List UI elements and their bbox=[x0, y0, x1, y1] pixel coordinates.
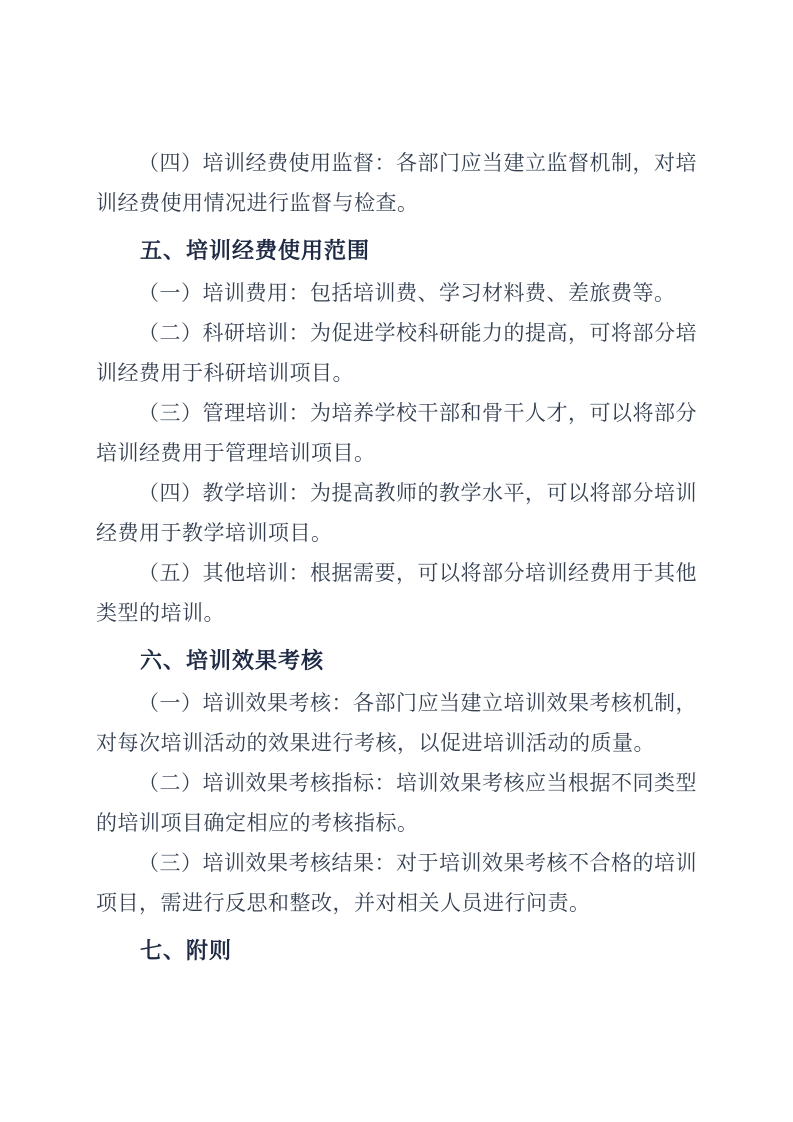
body-paragraph: （三）管理培训：为培养学校干部和骨干人才，可以将部分培训经费用于管理培训项目。 bbox=[96, 401, 697, 465]
document-body bbox=[96, 143, 697, 971]
body-paragraph: （一）培训费用：包括培训费、学习材料费、差旅费等。 bbox=[138, 281, 676, 305]
body-paragraph: （五）其他培训：根据需要，可以将部分培训经费用于其他类型的培训。 bbox=[96, 561, 697, 625]
body-paragraph: （四）教学培训：为提高教师的教学水平，可以将部分培训经费用于教学培训项目。 bbox=[96, 481, 697, 545]
section-heading: 五、培训经费使用范围 bbox=[140, 238, 371, 263]
body-paragraph: （二）培训效果考核指标：培训效果考核应当根据不同类型的培训项目确定相应的考核指标。 bbox=[96, 771, 697, 835]
body-paragraph: （三）培训效果考核结果：对于培训效果考核不合格的培训项目，需进行反思和整改，并对相关人员进行问责。 bbox=[96, 851, 697, 915]
body-paragraph: （二）科研培训：为促进学校科研能力的提高，可将部分培训经费用于科研培训项目。 bbox=[96, 321, 697, 385]
section-heading: 六、培训效果考核 bbox=[140, 648, 325, 673]
section-heading: 七、附则 bbox=[140, 938, 233, 963]
body-paragraph: （一）培训效果考核：各部门应当建立培训效果考核机制，对每次培训活动的效果进行考核，以促进培训活动的质量。 bbox=[96, 691, 697, 755]
body-paragraph: （四）培训经费使用监督：各部门应当建立监督机制，对培训经费使用情况进行监督与检查。 bbox=[96, 151, 697, 215]
